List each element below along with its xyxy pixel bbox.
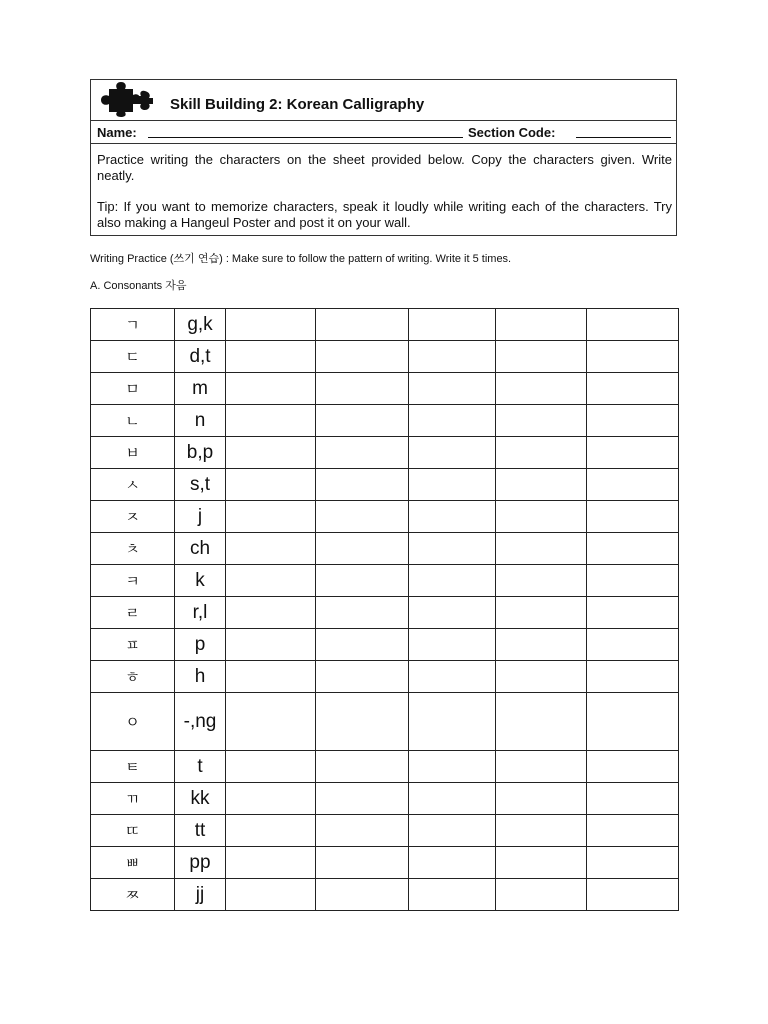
practice-cell[interactable]: [496, 437, 587, 469]
jamo-cell: ㄴ: [91, 405, 175, 437]
romanization-cell: r,l: [175, 597, 226, 629]
practice-cell[interactable]: [587, 597, 679, 629]
practice-cell[interactable]: [226, 309, 316, 341]
practice-cell[interactable]: [587, 309, 679, 341]
practice-cell[interactable]: [587, 501, 679, 533]
section-code-blank-line[interactable]: [576, 137, 671, 138]
table-row: [91, 565, 679, 597]
practice-cell[interactable]: [409, 309, 496, 341]
practice-cell[interactable]: [409, 751, 496, 783]
practice-cell[interactable]: [409, 783, 496, 815]
table-row: [91, 783, 679, 815]
practice-cell[interactable]: [496, 309, 587, 341]
practice-cell[interactable]: [496, 565, 587, 597]
table-row: [91, 405, 679, 437]
jamo-cell: ㅈ: [91, 501, 175, 533]
practice-cell[interactable]: [587, 341, 679, 373]
jamo-cell: ㄲ: [91, 783, 175, 815]
practice-cell[interactable]: [226, 597, 316, 629]
table-row: [91, 341, 679, 373]
practice-cell[interactable]: [409, 693, 496, 751]
romanization-cell: d,t: [175, 341, 226, 373]
practice-cell[interactable]: [226, 469, 316, 501]
practice-cell[interactable]: [587, 879, 679, 911]
table-row: [91, 661, 679, 693]
practice-cell[interactable]: [316, 469, 409, 501]
practice-cell[interactable]: [226, 565, 316, 597]
instructions-text: Practice writing the characters on the sheet provided below. Copy the characters given. Write neatly.: [97, 152, 672, 183]
practice-cell[interactable]: [226, 341, 316, 373]
practice-cell[interactable]: [409, 469, 496, 501]
practice-cell[interactable]: [587, 629, 679, 661]
practice-cell[interactable]: [496, 847, 587, 879]
practice-cell[interactable]: [496, 629, 587, 661]
romanization-cell: h: [175, 661, 226, 693]
table-row: [91, 693, 679, 751]
romanization-cell: kk: [175, 783, 226, 815]
practice-cell[interactable]: [316, 783, 409, 815]
romanization-cell: p: [175, 629, 226, 661]
practice-cell[interactable]: [587, 565, 679, 597]
practice-cell[interactable]: [587, 693, 679, 751]
practice-cell[interactable]: [226, 661, 316, 693]
worksheet-title: Skill Building 2: Korean Calligraphy: [170, 96, 425, 113]
romanization-cell: tt: [175, 815, 226, 847]
practice-cell[interactable]: [409, 437, 496, 469]
jamo-cell: ㅃ: [91, 847, 175, 879]
practice-cell[interactable]: [587, 533, 679, 565]
practice-cell[interactable]: [316, 565, 409, 597]
table-row: [91, 815, 679, 847]
practice-cell[interactable]: [409, 565, 496, 597]
practice-cell[interactable]: [496, 469, 587, 501]
practice-cell[interactable]: [226, 879, 316, 911]
practice-cell[interactable]: [496, 533, 587, 565]
practice-cell[interactable]: [587, 783, 679, 815]
table-row: [91, 309, 679, 341]
jamo-cell: ㅂ: [91, 437, 175, 469]
practice-cell[interactable]: [409, 629, 496, 661]
practice-cell[interactable]: [409, 879, 496, 911]
practice-cell[interactable]: [587, 469, 679, 501]
romanization-cell: t: [175, 751, 226, 783]
jamo-cell: ㅋ: [91, 565, 175, 597]
practice-cell[interactable]: [226, 405, 316, 437]
practice-cell[interactable]: [409, 341, 496, 373]
table-row: [91, 879, 679, 911]
practice-cell[interactable]: [496, 815, 587, 847]
practice-cell[interactable]: [316, 693, 409, 751]
practice-cell[interactable]: [409, 815, 496, 847]
practice-cell[interactable]: [226, 629, 316, 661]
practice-cell[interactable]: [226, 373, 316, 405]
practice-cell[interactable]: [587, 847, 679, 879]
practice-instruction: Writing Practice (쓰기 연습) : Make sure to follow the pattern of writing. Write it 5 times.: [90, 253, 512, 265]
jamo-cell: ㅇ: [91, 693, 175, 751]
practice-cell[interactable]: [409, 533, 496, 565]
jamo-cell: ㅉ: [91, 879, 175, 911]
practice-cell[interactable]: [316, 501, 409, 533]
jamo-cell: ㅁ: [91, 373, 175, 405]
practice-cell[interactable]: [587, 815, 679, 847]
practice-cell[interactable]: [496, 693, 587, 751]
romanization-cell: s,t: [175, 469, 226, 501]
jamo-cell: ㅌ: [91, 751, 175, 783]
romanization-cell: m: [175, 373, 226, 405]
practice-cell[interactable]: [496, 661, 587, 693]
name-label: Name:: [97, 125, 137, 140]
practice-cell[interactable]: [409, 501, 496, 533]
practice-cell[interactable]: [316, 847, 409, 879]
table-row: [91, 847, 679, 879]
practice-cell[interactable]: [316, 437, 409, 469]
practice-cell[interactable]: [409, 373, 496, 405]
practice-cell[interactable]: [316, 309, 409, 341]
practice-cell[interactable]: [316, 373, 409, 405]
jamo-cell: ㄹ: [91, 597, 175, 629]
practice-cell[interactable]: [226, 437, 316, 469]
romanization-cell: [175, 693, 226, 751]
practice-cell[interactable]: [587, 661, 679, 693]
romanization-cell: k: [175, 565, 226, 597]
practice-cell[interactable]: [316, 879, 409, 911]
table-row: [91, 533, 679, 565]
practice-cell[interactable]: [226, 847, 316, 879]
romanization-text: -,ng: [183, 710, 217, 732]
practice-cell[interactable]: [587, 405, 679, 437]
name-blank-line[interactable]: [148, 137, 463, 138]
romanization-cell: j: [175, 501, 226, 533]
name-row: [91, 121, 676, 144]
practice-cell[interactable]: [226, 815, 316, 847]
jamo-cell: ㅍ: [91, 629, 175, 661]
practice-cell[interactable]: [409, 405, 496, 437]
practice-cell[interactable]: [316, 751, 409, 783]
table-row: [91, 501, 679, 533]
consonant-practice-table: [90, 308, 679, 911]
practice-cell[interactable]: [496, 341, 587, 373]
puzzle-piece-icon: [95, 81, 153, 117]
worksheet-header: [90, 79, 677, 236]
section-code-label: Section Code:: [468, 125, 556, 140]
practice-cell[interactable]: [226, 783, 316, 815]
tip-text: Tip: If you want to memorize characters, speak it loudly while writing each of the characters. Try also making a Hangeul Poster and post it on your wall.: [97, 199, 672, 230]
practice-cell[interactable]: [226, 533, 316, 565]
practice-cell[interactable]: [587, 437, 679, 469]
practice-cell[interactable]: [496, 751, 587, 783]
jamo-cell: ㄸ: [91, 815, 175, 847]
table-row: [91, 437, 679, 469]
practice-cell[interactable]: [496, 783, 587, 815]
jamo-cell: ㅊ: [91, 533, 175, 565]
practice-cell[interactable]: [409, 661, 496, 693]
practice-cell[interactable]: [226, 693, 316, 751]
table-row: [91, 373, 679, 405]
jamo-cell: ㅎ: [91, 661, 175, 693]
table-row: [91, 751, 679, 783]
practice-cell[interactable]: [587, 373, 679, 405]
practice-cell[interactable]: [496, 373, 587, 405]
section-label: A. Consonants 자음: [90, 280, 187, 292]
jamo-cell: ㄷ: [91, 341, 175, 373]
jamo-cell: ㅅ: [91, 469, 175, 501]
romanization-cell: n: [175, 405, 226, 437]
romanization-cell: pp: [175, 847, 226, 879]
practice-cell[interactable]: [316, 629, 409, 661]
practice-cell[interactable]: [226, 501, 316, 533]
romanization-cell: b,p: [175, 437, 226, 469]
practice-cell[interactable]: [316, 533, 409, 565]
practice-cell[interactable]: [316, 341, 409, 373]
practice-cell[interactable]: [496, 597, 587, 629]
practice-cell[interactable]: [409, 847, 496, 879]
practice-cell[interactable]: [409, 597, 496, 629]
jamo-cell: ㄱ: [91, 309, 175, 341]
practice-cell[interactable]: [226, 751, 316, 783]
romanization-cell: jj: [175, 879, 226, 911]
table-row: [91, 597, 679, 629]
romanization-cell: g,k: [175, 309, 226, 341]
practice-cell[interactable]: [316, 597, 409, 629]
practice-cell[interactable]: [496, 405, 587, 437]
practice-cell[interactable]: [587, 751, 679, 783]
table-row: [91, 469, 679, 501]
practice-cell[interactable]: [496, 879, 587, 911]
table-row: [91, 629, 679, 661]
title-row: [91, 80, 676, 121]
romanization-cell: ch: [175, 533, 226, 565]
practice-cell[interactable]: [316, 815, 409, 847]
practice-cell[interactable]: [316, 405, 409, 437]
practice-cell[interactable]: [316, 661, 409, 693]
practice-cell[interactable]: [496, 501, 587, 533]
